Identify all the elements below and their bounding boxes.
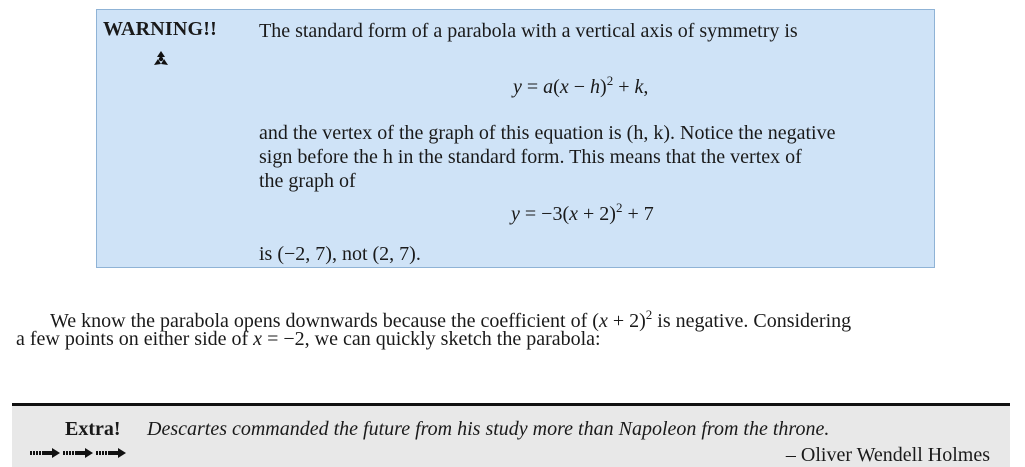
warning-label: WARNING!! bbox=[103, 18, 218, 40]
warning-intro: The standard form of a parabola with a vertical axis of symmetry is bbox=[259, 20, 798, 42]
extra-label: Extra! bbox=[65, 418, 121, 440]
warning-line-2: sign before the h in the standard form. This means that the vertex of bbox=[259, 146, 802, 168]
extra-quote: Descartes commanded the future from his study more than Napoleon from the throne. bbox=[147, 418, 830, 440]
warning-conclusion: is (−2, 7), not (2, 7). bbox=[259, 243, 421, 265]
radiation-hazard-icon bbox=[151, 49, 171, 69]
warning-box bbox=[96, 9, 935, 268]
extra-author: – Oliver Wendell Holmes bbox=[785, 444, 990, 466]
standard-form-equation: $y = a(x - h)^2 + k$, bbox=[513, 73, 649, 98]
example-equation: $y = -3(x + 2)^2 + 7$ bbox=[511, 200, 654, 225]
warning-line-3: the graph of bbox=[259, 170, 356, 192]
extra-box bbox=[12, 406, 1010, 467]
body-line-2: a few points on either side of x = −2, we can quickly sketch the parabola: bbox=[16, 328, 601, 350]
arrows-decoration-icon bbox=[30, 447, 130, 459]
body-line-1: We know the parabola opens downwards because the coefficient of $(x + 2)^2$ is negative. Considering bbox=[50, 307, 852, 332]
warning-line-1: and the vertex of the graph of this equation is (h, k). Notice the negative bbox=[259, 122, 836, 144]
